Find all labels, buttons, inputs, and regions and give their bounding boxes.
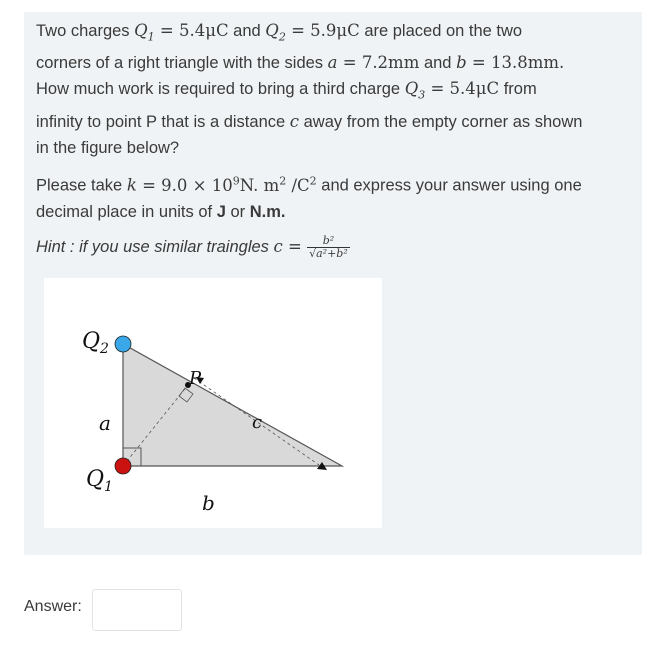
a-value: = 7.2mm xyxy=(337,53,420,73)
q2-charge xyxy=(115,336,131,352)
text-segment: infinity to point P that is a distance xyxy=(36,112,286,131)
text-segment: away from the empty corner as shown xyxy=(303,112,583,131)
text-segment: and xyxy=(423,54,452,73)
q3-symbol: $Q_3$ xyxy=(404,79,426,102)
label-c: c xyxy=(252,412,263,433)
k-symbol: k xyxy=(126,175,137,195)
q2-symbol: $Q_2$ xyxy=(265,21,286,44)
constant-text xyxy=(36,168,632,225)
hint-text xyxy=(36,234,632,260)
label-q2: $Q_2$ xyxy=(82,329,109,357)
text-segment: from xyxy=(503,80,537,99)
q1-symbol: $Q_1$ xyxy=(134,21,155,44)
text-segment: How much work is required to bring a third charge xyxy=(36,80,401,99)
b-symbol: b xyxy=(456,53,467,73)
text-segment: in the figure below? xyxy=(36,138,180,157)
k-value: = $9.0 \times 10^9N$. $m^2$ $/C^2$ xyxy=(136,174,317,195)
fraction-denominator: √a²+b² xyxy=(309,247,348,261)
hint-fraction xyxy=(307,235,350,260)
triangle-diagram xyxy=(44,278,382,528)
question-card xyxy=(24,12,642,555)
q1-charge xyxy=(115,458,131,474)
c-symbol: c xyxy=(289,111,300,131)
unit-joule: J xyxy=(216,202,226,221)
answer-input[interactable] xyxy=(92,589,182,631)
text-segment: corners of a right triangle with the sides xyxy=(36,54,324,73)
right-triangle xyxy=(123,344,342,466)
label-a: a xyxy=(99,411,111,435)
label-p: P xyxy=(189,368,202,389)
unit-newton-meter: N.m. xyxy=(249,202,286,221)
question-text xyxy=(36,18,632,161)
text-segment: and xyxy=(233,22,261,40)
text-segment: decimal place in units of xyxy=(36,202,213,221)
q2-value: = 5.9μC xyxy=(285,21,360,40)
equals: = xyxy=(282,237,308,256)
a-symbol: a xyxy=(327,53,338,73)
triangle-figure xyxy=(44,278,382,528)
text-segment: are placed on the two xyxy=(364,22,523,40)
q1-value: = 5.4μC xyxy=(154,21,229,40)
text-segment: Two charges xyxy=(36,22,130,40)
q3-value: = 5.4μC xyxy=(425,79,500,99)
answer-label: Answer: xyxy=(24,598,82,615)
text-segment: Please take xyxy=(36,176,123,195)
text-segment: or xyxy=(230,202,246,221)
text-segment: Hint : if you use similar traingles xyxy=(36,238,269,256)
fraction-numerator: b² xyxy=(307,235,350,248)
text-segment: and express your answer using one xyxy=(321,176,582,195)
label-b: b xyxy=(202,491,215,515)
b-value: = 13.8mm. xyxy=(466,53,565,73)
c-symbol: c xyxy=(273,237,283,256)
label-q1: $Q_1$ xyxy=(86,467,113,495)
